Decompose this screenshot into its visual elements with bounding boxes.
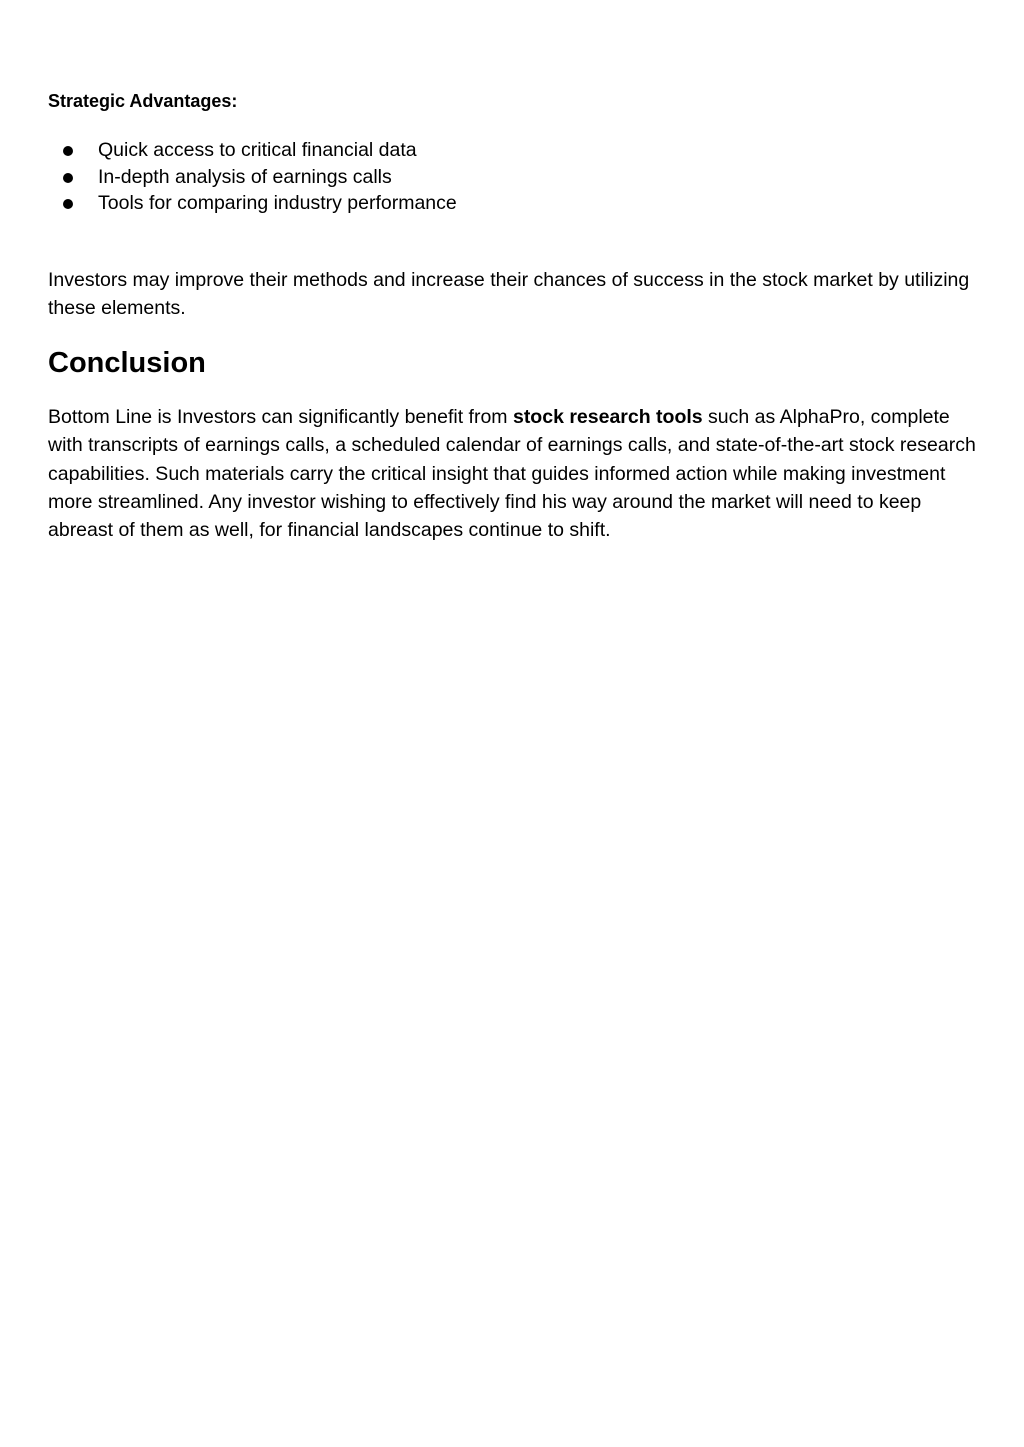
- list-item: [48, 137, 457, 164]
- bullet-icon: [63, 173, 73, 183]
- list-item-text: Quick access to critical financial data: [98, 139, 417, 161]
- list-item: [48, 190, 457, 217]
- list-item-text: In-depth analysis of earnings calls: [98, 165, 392, 188]
- list-item: [48, 164, 457, 191]
- bullet-icon: [63, 199, 73, 209]
- conclusion-paragraph: [48, 403, 983, 544]
- stock-research-tools-emphasis: stock research tools: [512, 406, 703, 428]
- conclusion-heading: Conclusion: [48, 347, 206, 379]
- list-item-text: Tools for comparing industry performance: [98, 192, 457, 214]
- conclusion-text-end: such as AlphaPro, complete with transcripts of earnings calls, a scheduled calendar of earnings calls, and state-of-the-art stock research capabilities. Such materials carry the critical insight that guides informed action while making investment more streamlined. Any investor wishing to effectively find his way around the market will need to keep abreast of them as well, for financial landscapes continue to shift.: [48, 406, 976, 542]
- investors-paragraph: Investors may improve their methods and increase their chances of success in the stock market by utilizing these elements.: [48, 269, 970, 320]
- bullet-icon: [63, 146, 73, 156]
- strategic-advantages-heading: Strategic Advantages:: [48, 91, 238, 111]
- conclusion-text-start: Bottom Line is Investors can significantly benefit from: [48, 406, 513, 428]
- advantages-list: [48, 137, 457, 217]
